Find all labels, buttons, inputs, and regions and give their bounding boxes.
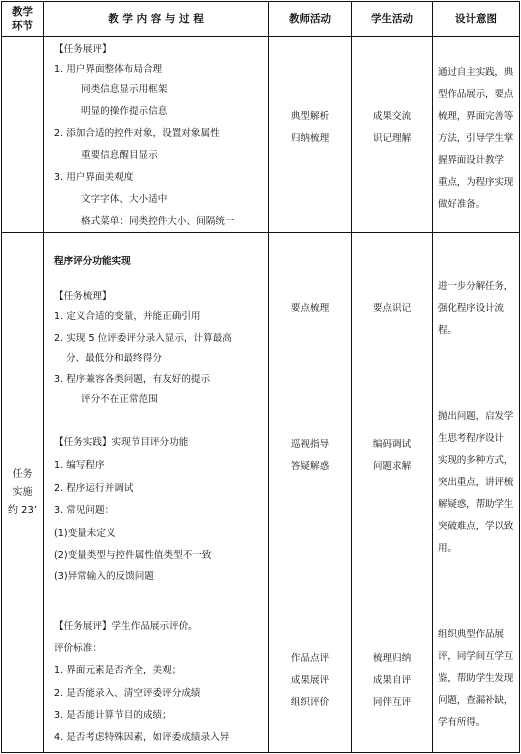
student-activity: 成果交流 [372,111,412,122]
header-teacher-activity: 教师活动 [269,2,352,37]
teacher-activity: 要点梳理 [290,303,330,314]
design-line: 评，同学间互学互 [438,651,514,662]
content-line: 【任务实践】实现节目评分功能 [54,437,189,448]
student-activity: 同伴互评 [372,697,412,708]
student-activity: 识记理解 [372,133,412,144]
header-content: 教 学 内 容 与 过 程 [44,2,269,37]
content-line: 1. 编写程序 [54,460,105,471]
design-line: 握界面设计教学 [438,155,504,166]
content-line: 2. 是否能录入、清空评委评分成绩 [54,688,201,699]
design-line: 问题，查漏补缺， [438,695,514,706]
content-line: 3. 程序兼容各类问题，有友好的提示 [54,374,211,385]
header-row [2,2,520,37]
lesson-plan-table [1,1,520,753]
row1-content-cell [44,37,269,233]
content-line: 评分不在正常范围 [81,394,158,405]
row-task-implementation [2,233,520,753]
design-line: 突出重点，讲评梳 [438,477,514,488]
teacher-activity: 巡视指导 [290,439,330,450]
design-line: 通过自主实践，典 [438,67,514,78]
design-line: 实现的多种方式， [438,455,514,466]
design-line: 型作品展示，要点 [438,89,514,100]
design-line: 强化程序设计流 [438,303,504,314]
row2-content-cell [44,233,269,753]
header-student-activity: 学生活动 [352,2,433,37]
stage-label: 任务 [12,468,33,480]
content-line: (2)变量类型与控件属性值类型不一致 [54,550,212,561]
content-line: 明显的操作提示信息 [81,106,168,117]
design-line: 进一步分解任务， [438,281,514,292]
content-line: 3. 常见问题： [54,505,115,516]
header-design-intent: 设计意图 [433,2,520,37]
row1-teacher-cell [269,37,352,233]
student-activity: 成果自评 [372,675,412,686]
content-line: 评价标准： [54,643,102,654]
teacher-activity: 组织评价 [290,697,330,708]
content-line: 【任务梳理】 [54,291,112,302]
header-stage: 教学 环节 [2,2,44,37]
content-line: 1. 用户界面整体布局合理 [54,64,163,75]
design-line: 生思考程序设计 [438,433,504,444]
design-line: 组织典型作品展 [438,629,504,640]
design-line: 用。 [438,543,457,554]
design-line: 抛出问题，启发学 [438,411,514,422]
content-line: 4. 是否考虑特殊因素，如评委成绩录入异 [54,732,230,743]
row1-design-cell [433,37,520,233]
row-task-showcase [2,37,520,233]
content-line: 【任务展评】学生作品展示评价。 [54,621,198,632]
content-line: 重要信息醒目显示 [81,150,158,161]
teacher-activity: 作品点评 [290,653,330,664]
row2-student-cell [352,233,433,753]
stage-label: 实施 [12,486,33,498]
student-activity: 问题求解 [372,461,412,472]
content-line: 3. 用户界面美观度 [54,172,134,183]
content-line: 1. 定义合适的变量，并能正确引用 [54,311,201,322]
design-line: 方法，引导学生掌 [438,133,514,144]
design-line: 做好准备。 [438,199,485,210]
design-line: 程。 [438,325,457,336]
content-line: 2. 程序运行并调试 [54,483,134,494]
row2-teacher-cell [269,233,352,753]
teacher-activity: 典型解析 [290,111,330,122]
student-activity: 梳理归纳 [372,653,412,664]
content-line: 【任务展评】 [54,44,112,55]
row1-student-cell [352,37,433,233]
content-line: 文字字体、大小适中 [81,194,168,205]
student-activity: 编码调试 [372,439,412,450]
content-line: 2. 添加合适的控件对象，设置对象属性 [54,128,220,139]
row1-stage-cell [2,37,44,233]
content-line: (1)变量未定义 [54,528,116,539]
content-line: (3)异常输入的反馈问题 [54,571,154,582]
design-line: 学有所得。 [438,717,485,728]
content-line: 同类信息显示用框架 [81,84,168,95]
content-line: 1. 界面元素是否齐全，美观； [54,665,182,676]
content-line: 格式菜单：同类控件大小、间隔统一 [81,216,235,227]
content-line: 2. 实现 5 位评委评分录入显示，计算最高 [54,333,232,344]
row2-stage-cell [2,233,44,753]
content-line: 3. 是否能计算节目的成绩； [54,710,172,721]
teacher-activity: 成果展评 [290,675,330,686]
teacher-activity: 归纳梳理 [290,133,330,144]
design-line: 解疑惑，帮助学生 [438,499,514,510]
design-line: 突破难点，学以致 [438,521,514,532]
design-line: 鉴，帮助学生发现 [438,673,514,684]
teacher-activity: 答疑解惑 [290,461,330,472]
stage-time: 约 23’ [7,504,38,516]
student-activity: 要点识记 [372,303,412,314]
row2-design-cell [433,233,520,753]
content-line: 分、最低分和最终得分 [66,353,162,364]
design-line: 梳理，界面完善等 [438,111,514,122]
section-title: 程序评分功能实现 [54,256,131,267]
design-line: 重点，为程序实现 [438,177,514,188]
